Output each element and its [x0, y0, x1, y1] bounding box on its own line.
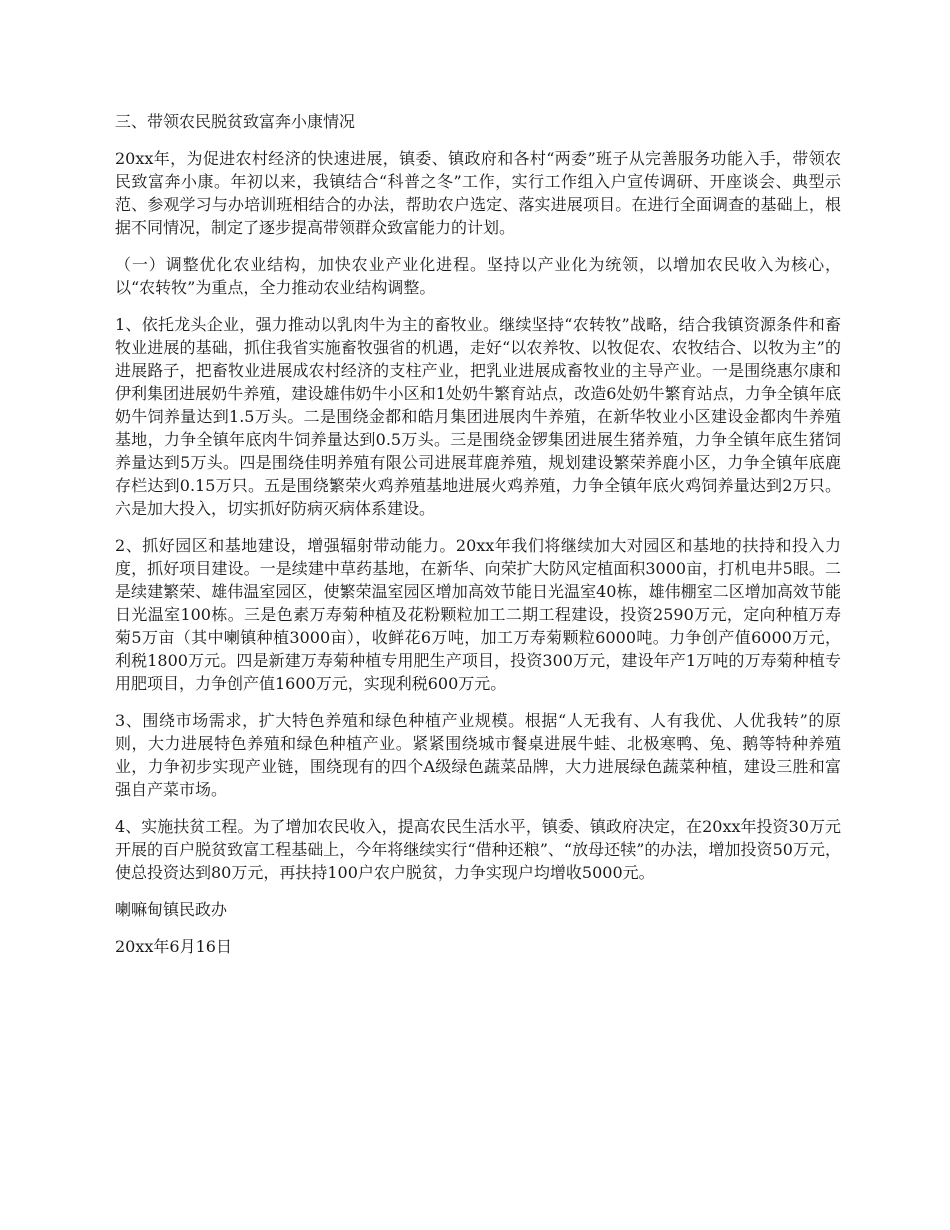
paragraph-market-demand: 3、围绕市场需求，扩大特色养殖和绿色种植产业规模。根据“人无我有、人有我优、人优我转”的原则，大力进展特色养殖和绿色种植产业。紧紧围绕城市餐桌进展牛蛙、北极寒鸭、兔、鹅等特种养殖业，力争初步实现产业链，围绕现有的四个A级绿色蔬菜品牌，大力进展绿色蔬菜种植，建设三胜和富强自产菜市场。	[115, 711, 841, 799]
paragraph-parks-bases: 2、抓好园区和基地建设，增强辐射带动能力。20xx年我们将继续加大对园区和基地的扶持和投入力度，抓好项目建设。一是续建中草药基地，在新华、向荣扩大防风定植面积3000亩，打机电井5眼。二是续建繁荣、雄伟温室园区，使繁荣温室园区增加高效节能日光温室40栋，雄伟棚室二区增加高效节能日光温室100栋。三是色素万寿菊种植及花粉颗粒加工二期工程建设，投资2590万元，定向种植万寿菊5万亩（其中喇镇种植3000亩），收鲜花6万吨，加工万寿菊颗粒6000吨。力争创产值6000万元，利税1800万元。四是新建万寿菊种植专用肥生产项目，投资300万元，建设年产1万吨的万寿菊种植专用肥项目，力争创产值1600万元，实现利税600万元。	[115, 536, 841, 693]
paragraph-poverty-relief: 4、实施扶贫工程。为了增加农民收入，提高农民生活水平，镇委、镇政府决定，在20xx年投资30万元开展的百户脱贫致富工程基础上，今年将继续实行“借种还粮”、“放母还犊”的办法，增加投资50万元，使总投资达到80万元，再扶持100户农户脱贫，力争实现户均增收5000元。	[115, 817, 841, 882]
document-date: 20xx年6月16日	[115, 937, 232, 956]
paragraph-intro: 20xx年，为促进农村经济的快速进展，镇委、镇政府和各村“两委”班子从完善服务功能入手，带领农民致富奔小康。年初以来，我镇结合“科普之冬”工作，实行工作组入户宣传调研、开座谈会、典型示范、参观学习与办培训班相结合的办法，帮助农户选定、落实进展项目。在进行全面调查的基础上，根据不同情况，制定了逐步提高带领群众致富能力的计划。	[115, 149, 841, 237]
paragraph-livestock: 1、依托龙头企业，强力推动以乳肉牛为主的畜牧业。继续坚持“农转牧”战略，结合我镇资源条件和畜牧业进展的基础，抓住我省实施畜牧强省的机遇，走好“以农养牧、以牧促农、农牧结合、以牧为主”的进展路子，把畜牧业进展成农村经济的支柱产业，把乳业进展成畜牧业的主导产业。一是围绕惠尔康和伊利集团进展奶牛养殖，建设雄伟奶牛小区和1处奶牛繁育站点，改造6处奶牛繁育站点，力争全镇年底奶牛饲养量达到1.5万头。二是围绕金都和皓月集团进展肉牛养殖，在新华牧业小区建设金都肉牛养殖基地，力争全镇年底肉牛饲养量达到0.5万头。三是围绕金锣集团进展生猪养殖，力争全镇年底生猪饲养量达到5万头。四是围绕佳明养殖有限公司进展茸鹿养殖，规划建设繁荣养鹿小区，力争全镇年底鹿存栏达到0.15万只。五是围绕繁荣火鸡养殖基地进展火鸡养殖，力争全镇年底火鸡饲养量达到2万只。六是加大投入，切实抓好防病灭病体系建设。	[115, 315, 841, 518]
document-page	[115, 110, 841, 972]
section-title: 三、带领农民脱贫致富奔小康情况	[115, 112, 356, 131]
signature: 喇嘛甸镇民政办	[115, 900, 228, 919]
paragraph-structure-adjustment: （一）调整优化农业结构，加快农业产业化进程。坚持以产业化为统领，以增加农民收入为核心，以“农转牧”为重点，全力推动农业结构调整。	[115, 255, 841, 297]
